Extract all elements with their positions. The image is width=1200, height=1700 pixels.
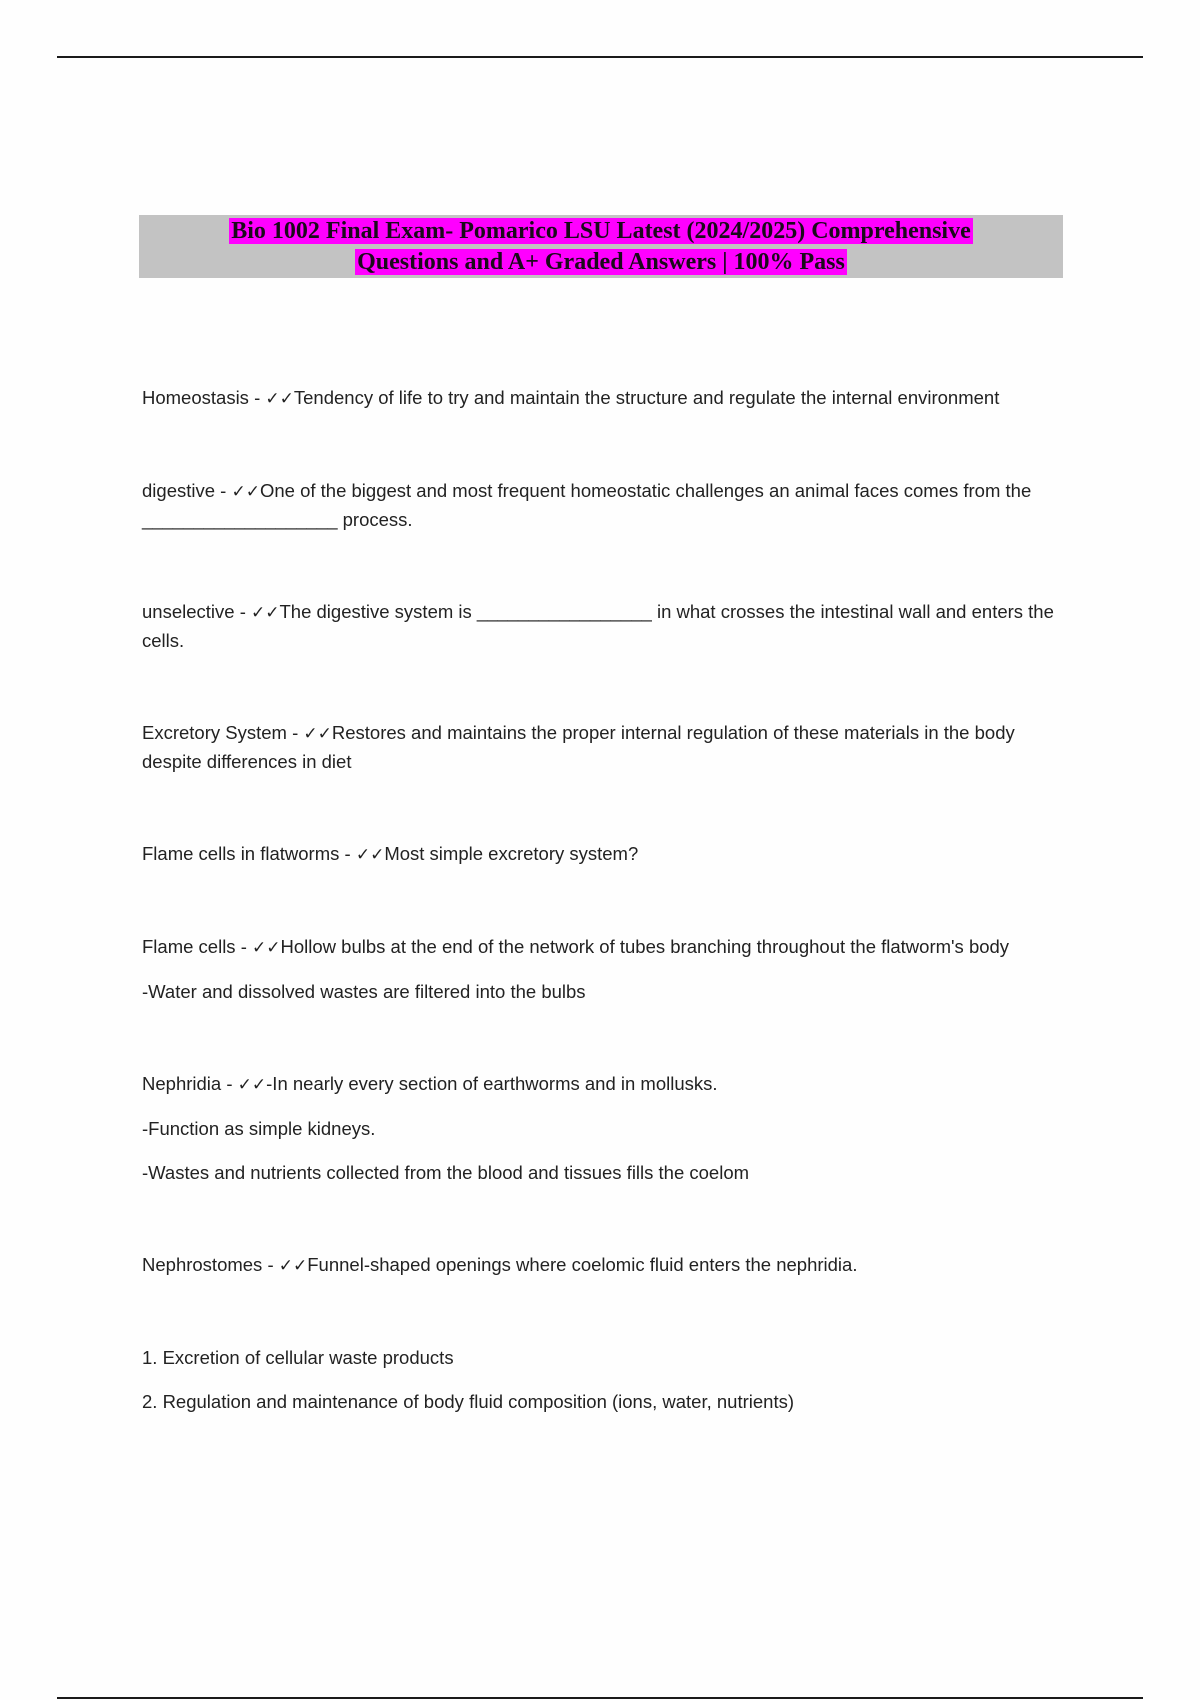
qa-entry: [142, 840, 1062, 869]
entry-definition: One of the biggest and most frequent homeostatic challenges an animal faces comes from the ___________________ process.: [142, 480, 1032, 530]
entry-term: Nephridia -: [142, 1073, 238, 1094]
double-check-icon: ✓✓: [252, 938, 281, 958]
qa-entry: [142, 1070, 1062, 1187]
entry-definition: Restores and maintains the proper internal regulation of these materials in the body despite differences in diet: [142, 722, 1015, 772]
entry-term: Excretory System -: [142, 722, 304, 743]
entry-term: unselective -: [142, 601, 251, 622]
qa-entry: [142, 477, 1062, 534]
entry-term: Nephrostomes -: [142, 1254, 279, 1275]
entry-definition: Funnel-shaped openings where coelomic fluid enters the nephridia.: [307, 1254, 858, 1275]
entry-extra-line: -Function as simple kidneys.: [142, 1118, 376, 1139]
list-item: 2. Regulation and maintenance of body fluid composition (ions, water, nutrients): [142, 1391, 794, 1412]
double-check-icon: ✓✓: [251, 603, 280, 623]
top-rule: [57, 56, 1143, 58]
double-check-icon: ✓✓: [237, 1075, 267, 1095]
qa-entry: [142, 719, 1062, 776]
entry-definition: Tendency of life to try and maintain the structure and regulate the internal environment: [293, 387, 1000, 408]
entry-definition: Hollow bulbs at the end of the network of tubes branching throughout the flatworm's body: [280, 936, 1010, 957]
title-line-1: Bio 1002 Final Exam- Pomarico LSU Latest (2024/2025) Comprehensive: [231, 218, 971, 244]
entry-extra-line: -Wastes and nutrients collected from the blood and tissues fills the coelom: [142, 1162, 750, 1183]
double-check-icon: ✓✓: [303, 724, 332, 744]
qa-entry: [142, 933, 1062, 1006]
entry-definition: Most simple excretory system?: [384, 843, 639, 864]
entry-definition: -In nearly every section of earthworms and in mollusks.: [266, 1073, 718, 1094]
entry-extra-line: -Water and dissolved wastes are filtered into the bulbs: [142, 981, 586, 1002]
numbered-list: [142, 1344, 1062, 1416]
double-check-icon: ✓✓: [231, 482, 260, 502]
entry-term: Flame cells -: [142, 936, 252, 957]
entry-term: Homeostasis -: [142, 387, 266, 408]
qa-entry: [142, 1251, 1062, 1280]
qa-entry: [142, 598, 1062, 655]
double-check-icon: ✓✓: [355, 845, 385, 865]
entry-term: Flame cells in flatworms -: [142, 843, 356, 864]
qa-entry: [142, 384, 1062, 413]
bottom-rule: [57, 1697, 1143, 1699]
double-check-icon: ✓✓: [278, 1256, 308, 1276]
document-title: [139, 215, 1063, 278]
title-line-2: Questions and A+ Graded Answers | 100% Pass: [357, 249, 845, 275]
entry-term: digestive -: [142, 480, 232, 501]
entry-definition: The digestive system is _________________ in what crosses the intestinal wall and enters the cells.: [142, 601, 1054, 651]
double-check-icon: ✓✓: [265, 389, 294, 409]
list-item: 1. Excretion of cellular waste products: [142, 1347, 454, 1368]
qa-content: [142, 384, 1062, 1416]
